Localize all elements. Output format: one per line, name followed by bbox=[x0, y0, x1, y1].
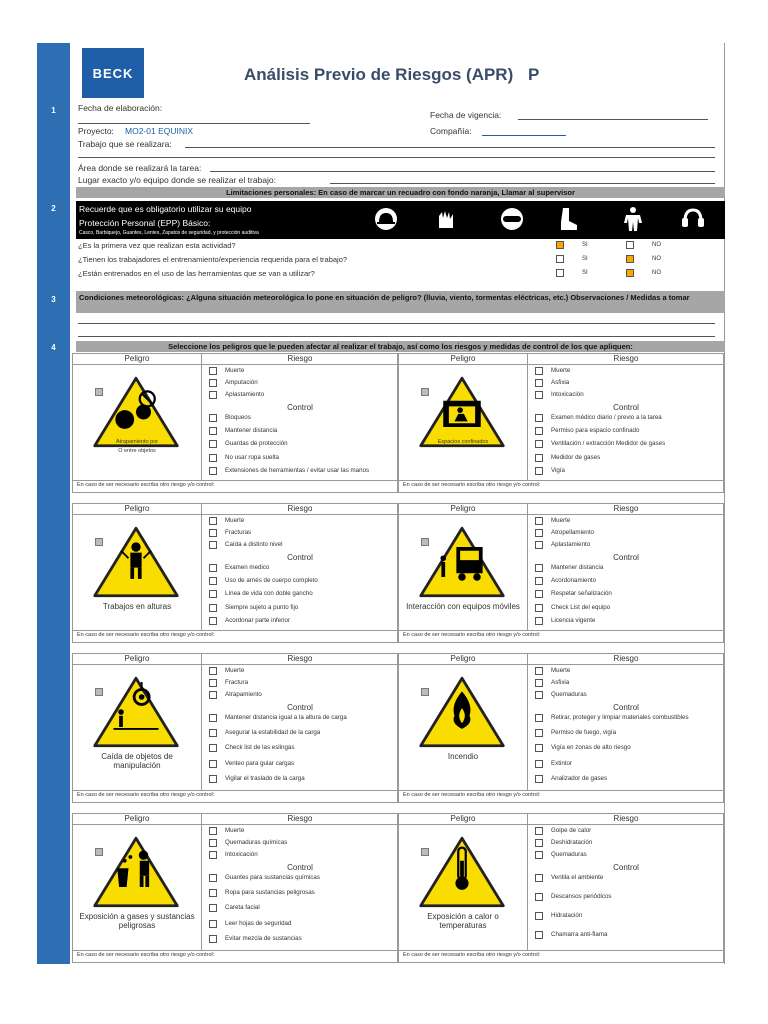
fecha-vigencia-label: Fecha de vigencia: bbox=[430, 110, 502, 120]
chemical-exposure-icon bbox=[91, 832, 181, 912]
question-2-no-label: NO bbox=[652, 256, 661, 262]
risk-checkbox[interactable] bbox=[209, 851, 217, 859]
control-checkbox[interactable] bbox=[209, 467, 217, 475]
height-work-icon bbox=[91, 522, 181, 602]
control-checkbox[interactable] bbox=[209, 714, 217, 722]
control-checkbox[interactable] bbox=[209, 577, 217, 585]
control-header: Control bbox=[613, 863, 639, 872]
control-checkbox[interactable] bbox=[535, 893, 543, 901]
header-divider bbox=[73, 824, 399, 825]
note-divider bbox=[73, 790, 399, 791]
hazard-label: Atrapamiento por O entre objetos bbox=[115, 439, 159, 454]
epp-title: Protección Personal (EPP) Básico: bbox=[79, 218, 211, 228]
company-logo bbox=[82, 48, 144, 98]
control-item: Respetar señalización bbox=[551, 590, 612, 598]
header-divider bbox=[399, 514, 725, 515]
risk-item: Golpe de calor bbox=[551, 827, 592, 834]
control-checkbox[interactable] bbox=[209, 920, 217, 928]
risk-item: Asfixia bbox=[551, 679, 570, 686]
control-checkbox[interactable] bbox=[535, 577, 543, 585]
section-number-1: 1 bbox=[51, 106, 56, 115]
control-checkbox[interactable] bbox=[535, 427, 543, 435]
hazard-panel bbox=[398, 503, 724, 643]
gloves-icon bbox=[436, 208, 460, 235]
risk-checkbox[interactable] bbox=[209, 367, 217, 375]
control-checkbox[interactable] bbox=[535, 590, 543, 598]
risk-item: Aplastamiento bbox=[551, 541, 591, 548]
compania-label: Compañía: bbox=[430, 126, 472, 136]
riesgo-header: Riesgo bbox=[613, 354, 639, 363]
control-header: Control bbox=[287, 553, 313, 562]
riesgo-header: Riesgo bbox=[287, 504, 313, 513]
note-divider bbox=[399, 480, 725, 481]
fecha-vigencia-field[interactable] bbox=[518, 119, 708, 120]
boots-icon bbox=[556, 206, 580, 237]
control-item: Analizador de gases bbox=[551, 774, 608, 782]
risk-checkbox[interactable] bbox=[209, 379, 217, 387]
epp-banner bbox=[76, 201, 725, 239]
control-item: Examen médico diario / previo a la tarea bbox=[551, 414, 662, 421]
hazard-label: Interacción con equipos móviles bbox=[406, 602, 520, 611]
heat-exposure-icon bbox=[417, 832, 507, 912]
control-item: Ropa para sustancias peligrosas bbox=[225, 889, 315, 897]
other-risk-note[interactable]: En caso de ser necesario escriba otro riesgo y/o control: bbox=[403, 792, 541, 798]
risk-item: Muerte bbox=[551, 367, 571, 374]
risk-checkbox[interactable] bbox=[209, 691, 217, 699]
fire-icon bbox=[417, 672, 507, 752]
peligro-header: Peligro bbox=[124, 654, 150, 663]
control-checkbox[interactable] bbox=[209, 760, 217, 768]
control-checkbox[interactable] bbox=[209, 904, 217, 912]
control-item: Vigía bbox=[551, 466, 565, 474]
proyecto-label: Proyecto: bbox=[78, 126, 114, 136]
riesgo-header: Riesgo bbox=[287, 354, 313, 363]
control-item: Guantes para sustancias químicas bbox=[225, 874, 320, 881]
risk-item: Atropellamiento bbox=[551, 529, 594, 536]
column-separator bbox=[201, 654, 202, 790]
control-item: Permiso para espacio confinado bbox=[551, 427, 640, 435]
riesgo-header: Riesgo bbox=[287, 654, 313, 663]
question-1-si-label: SI bbox=[582, 242, 588, 248]
control-checkbox[interactable] bbox=[535, 874, 543, 882]
risk-item: Muerte bbox=[551, 667, 571, 674]
question-1-no-checkbox[interactable] bbox=[626, 241, 634, 249]
control-checkbox[interactable] bbox=[209, 744, 217, 752]
epp-items: Casco, Barbiquejo, Guantes, Lentes, Zapatos de seguridad, y protección auditiva bbox=[79, 230, 259, 236]
other-risk-note[interactable]: En caso de ser necesario escriba otro riesgo y/o control: bbox=[77, 632, 215, 638]
hazard-panel bbox=[398, 353, 724, 493]
control-item: Careta facial bbox=[225, 904, 260, 912]
risk-checkbox[interactable] bbox=[535, 839, 543, 847]
question-3: ¿Están entrenados en el uso de las herramientas que se van a utilizar? bbox=[78, 269, 315, 278]
risk-checkbox[interactable] bbox=[535, 517, 543, 525]
risk-item: Muerte bbox=[551, 517, 571, 524]
control-checkbox[interactable] bbox=[535, 729, 543, 737]
control-checkbox[interactable] bbox=[209, 454, 217, 462]
column-separator bbox=[201, 354, 202, 480]
control-item: Descansos periódicos bbox=[551, 893, 612, 900]
risk-item: Quemaduras bbox=[551, 851, 587, 858]
other-risk-note[interactable]: En caso de ser necesario escriba otro riesgo y/o control: bbox=[403, 632, 541, 638]
risk-item: Quemaduras bbox=[551, 691, 587, 698]
hazard-panel bbox=[72, 653, 398, 803]
control-item: Permiso de fuego, vigía bbox=[551, 729, 617, 737]
control-item: Asegurar la estabilidad de la carga bbox=[225, 729, 321, 737]
control-item: Mantener distancia igual a la altura de carga bbox=[225, 714, 347, 721]
control-item: Línea de vida con doble gancho bbox=[225, 590, 313, 598]
risk-checkbox[interactable] bbox=[535, 827, 543, 835]
risk-item: Asfixia bbox=[551, 379, 570, 386]
control-item: Extensiones de herramientas / evitar usar las manos bbox=[225, 466, 370, 474]
helmet-icon bbox=[374, 207, 398, 236]
control-item: Hidratación bbox=[551, 912, 583, 919]
risk-item: Amputación bbox=[225, 379, 258, 386]
control-item: Check List del equipo bbox=[551, 603, 611, 611]
peligros-band: Seleccione los peligros que le pueden afectar al realizar el trabajo, así como los riesgos y medidas de control de los que apliquen: bbox=[76, 341, 725, 352]
control-item: Ventila el ambiente bbox=[551, 874, 604, 881]
question-3-no-checkbox[interactable] bbox=[626, 269, 634, 277]
hazard-label: Trabajos en alturas bbox=[102, 602, 172, 611]
header-divider bbox=[73, 514, 399, 515]
control-checkbox[interactable] bbox=[535, 604, 543, 612]
question-2-si-checkbox[interactable] bbox=[556, 255, 564, 263]
fecha-elaboracion-label: Fecha de elaboración: bbox=[78, 103, 163, 113]
question-3-si-checkbox[interactable] bbox=[556, 269, 564, 277]
control-item: Acordonar parte inferior bbox=[225, 616, 291, 624]
control-header: Control bbox=[613, 553, 639, 562]
control-checkbox[interactable] bbox=[209, 729, 217, 737]
control-item: Vigilar el traslado de la carga bbox=[225, 774, 305, 782]
observaciones-line-1[interactable] bbox=[78, 323, 715, 324]
lugar-label: Lugar exacto y/o equipo donde se realizar el trabajo: bbox=[78, 175, 276, 185]
control-item: Siempre sujeto a punto fijo bbox=[225, 603, 299, 611]
page-title bbox=[244, 65, 539, 85]
hazard-label: Exposición a calor o temperaturas bbox=[427, 912, 499, 930]
control-item: Acordonamiento bbox=[551, 577, 597, 585]
control-item: Mantener distancia bbox=[551, 564, 604, 571]
peligro-header: Peligro bbox=[124, 354, 150, 363]
control-item: Check list de las eslingas bbox=[225, 744, 295, 752]
header-divider bbox=[399, 664, 725, 665]
column-separator bbox=[527, 354, 528, 480]
question-3-no-label: NO bbox=[652, 270, 661, 276]
hazard-panel bbox=[72, 353, 398, 493]
trabajo-field-line2[interactable] bbox=[78, 157, 715, 158]
control-checkbox[interactable] bbox=[535, 467, 543, 475]
control-item: Uso de arnés de cuerpo completo bbox=[225, 577, 318, 585]
note-divider bbox=[73, 950, 399, 951]
risk-item: Atrapamiento bbox=[225, 691, 262, 698]
column-separator bbox=[527, 654, 528, 790]
risk-item: Intoxicación bbox=[225, 851, 258, 858]
observaciones-line-2[interactable] bbox=[78, 336, 715, 337]
question-1: ¿Es la primera vez que realizan esta actividad? bbox=[78, 241, 236, 250]
control-checkbox[interactable] bbox=[535, 454, 543, 462]
risk-item: Muerte bbox=[225, 367, 245, 374]
column-separator bbox=[527, 814, 528, 950]
control-checkbox[interactable] bbox=[535, 775, 543, 783]
earmuffs-icon bbox=[680, 207, 706, 236]
risk-checkbox[interactable] bbox=[209, 529, 217, 537]
note-divider bbox=[399, 790, 725, 791]
control-checkbox[interactable] bbox=[209, 590, 217, 598]
control-item: Medidor de gases bbox=[551, 453, 601, 461]
control-checkbox[interactable] bbox=[535, 414, 543, 422]
riesgo-header: Riesgo bbox=[287, 814, 313, 823]
risk-item: Intoxicación bbox=[551, 391, 584, 398]
hazard-panel bbox=[398, 653, 724, 803]
risk-checkbox[interactable] bbox=[209, 517, 217, 525]
question-3-si-label: SI bbox=[582, 270, 588, 276]
hazard-panel bbox=[72, 813, 398, 963]
control-checkbox[interactable] bbox=[209, 889, 217, 897]
other-risk-note[interactable]: En caso de ser necesario escriba otro riesgo y/o control: bbox=[403, 482, 541, 488]
limitaciones-band: Limitaciones personales: En caso de marcar un recuadro con fondo naranja, Llamar al supervisor bbox=[76, 187, 725, 198]
peligro-header: Peligro bbox=[124, 504, 150, 513]
trabajo-field[interactable] bbox=[185, 147, 715, 148]
note-divider bbox=[399, 950, 725, 951]
peligro-header: Peligro bbox=[450, 354, 476, 363]
risk-checkbox[interactable] bbox=[535, 691, 543, 699]
control-item: Retirar, proteger y limpiar materiales combustibles bbox=[551, 714, 689, 721]
control-checkbox[interactable] bbox=[535, 564, 543, 572]
control-checkbox[interactable] bbox=[535, 760, 543, 768]
control-checkbox[interactable] bbox=[209, 775, 217, 783]
risk-checkbox[interactable] bbox=[535, 541, 543, 549]
mobile-equipment-icon bbox=[417, 522, 507, 602]
control-item: Licencia vigente bbox=[551, 616, 596, 624]
control-checkbox[interactable] bbox=[535, 744, 543, 752]
risk-item: Muerte bbox=[225, 667, 245, 674]
area-field[interactable] bbox=[210, 171, 715, 172]
control-header: Control bbox=[613, 703, 639, 712]
form-body bbox=[70, 43, 725, 964]
fecha-elaboracion-field[interactable] bbox=[78, 123, 310, 124]
control-item: Bloqueos bbox=[225, 414, 251, 421]
risk-checkbox[interactable] bbox=[535, 667, 543, 675]
peligro-header: Peligro bbox=[124, 814, 150, 823]
hazard-label: Espacios confinados bbox=[437, 439, 489, 445]
control-item: Ventilación / extracción Medidor de gases bbox=[551, 440, 666, 448]
coverall-icon bbox=[621, 206, 645, 237]
column-separator bbox=[201, 814, 202, 950]
control-checkbox[interactable] bbox=[209, 564, 217, 572]
peligro-header: Peligro bbox=[450, 814, 476, 823]
section-sidebar bbox=[37, 43, 70, 964]
section-number-4: 4 bbox=[51, 343, 56, 352]
risk-item: Aplastamiento bbox=[225, 391, 265, 398]
risk-item: Muerte bbox=[225, 517, 245, 524]
risk-item: Fractura bbox=[225, 679, 249, 686]
note-divider bbox=[73, 480, 399, 481]
control-item: Mantener distancia bbox=[225, 427, 278, 435]
header-divider bbox=[399, 824, 725, 825]
control-checkbox[interactable] bbox=[209, 935, 217, 943]
control-header: Control bbox=[287, 403, 313, 412]
risk-checkbox[interactable] bbox=[209, 679, 217, 687]
page-title-suffix: P bbox=[527, 65, 540, 84]
meteorologia-band: Condiciones meteorológicas: ¿Alguna situación meteorológica lo pone en situación de peligro? (lluvia, viento, tormentas eléctricas, etc.) Observaciones / Medidas a tomar bbox=[76, 291, 725, 313]
control-header: Control bbox=[287, 863, 313, 872]
risk-item: Fracturas bbox=[225, 529, 252, 536]
control-item: Evitar mezcla de sustancias bbox=[225, 934, 302, 942]
peligro-header: Peligro bbox=[450, 504, 476, 513]
risk-item: Muerte bbox=[225, 827, 245, 834]
question-1-no-label: NO bbox=[652, 242, 661, 248]
control-item: Examen medico bbox=[225, 564, 270, 571]
other-risk-note[interactable]: En caso de ser necesario escriba otro riesgo y/o control: bbox=[77, 952, 215, 958]
lugar-field[interactable] bbox=[330, 183, 715, 184]
note-divider bbox=[73, 630, 399, 631]
hazard-label: Incendio bbox=[447, 752, 479, 761]
question-1-si-checkbox[interactable] bbox=[556, 241, 564, 249]
column-separator bbox=[201, 504, 202, 630]
other-risk-note[interactable]: En caso de ser necesario escriba otro riesgo y/o control: bbox=[403, 952, 541, 958]
control-checkbox[interactable] bbox=[535, 440, 543, 448]
risk-checkbox[interactable] bbox=[535, 367, 543, 375]
risk-checkbox[interactable] bbox=[535, 391, 543, 399]
question-2: ¿Tienen los trabajadores el entrenamiento/experiencia requerida para el trabajo? bbox=[78, 255, 348, 264]
logo-text: BECK bbox=[92, 65, 134, 81]
falling-object-icon bbox=[91, 672, 181, 752]
question-2-si-label: SI bbox=[582, 256, 588, 262]
page-title-text: Análisis Previo de Riesgos (APR) bbox=[244, 65, 514, 84]
header-divider bbox=[73, 364, 399, 365]
other-risk-note[interactable]: En caso de ser necesario escriba otro riesgo y/o control: bbox=[77, 792, 215, 798]
question-2-no-checkbox[interactable] bbox=[626, 255, 634, 263]
hazard-panel bbox=[398, 813, 724, 963]
control-checkbox[interactable] bbox=[209, 427, 217, 435]
trabajo-label: Trabajo que se realizara: bbox=[78, 139, 172, 149]
control-checkbox[interactable] bbox=[209, 414, 217, 422]
control-header: Control bbox=[287, 703, 313, 712]
risk-checkbox[interactable] bbox=[209, 391, 217, 399]
risk-checkbox[interactable] bbox=[535, 851, 543, 859]
control-item: Chamarra anti-flama bbox=[551, 931, 608, 938]
risk-item: Quemaduras químicas bbox=[225, 839, 288, 846]
control-item: Venteo para guiar cargas bbox=[225, 759, 295, 767]
hazard-label: Caída de objetos de manipulación bbox=[101, 752, 173, 770]
risk-checkbox[interactable] bbox=[209, 541, 217, 549]
control-checkbox[interactable] bbox=[209, 617, 217, 625]
other-risk-note[interactable]: En caso de ser necesario escriba otro riesgo y/o control: bbox=[77, 482, 215, 488]
note-divider bbox=[399, 630, 725, 631]
risk-checkbox[interactable] bbox=[209, 839, 217, 847]
hazard-panel bbox=[72, 503, 398, 643]
control-item: Extintor bbox=[551, 759, 572, 767]
control-checkbox[interactable] bbox=[535, 931, 543, 939]
riesgo-header: Riesgo bbox=[613, 814, 639, 823]
epp-reminder: Recuerde que es obligatorio utilizar su equipo bbox=[79, 204, 252, 214]
risk-item: Deshidratación bbox=[551, 839, 593, 846]
proyecto-value[interactable]: MO2-01 EQUINIX bbox=[125, 126, 194, 136]
risk-checkbox[interactable] bbox=[535, 529, 543, 537]
risk-checkbox[interactable] bbox=[535, 679, 543, 687]
control-item: Guardas de protección bbox=[225, 440, 288, 448]
goggles-icon bbox=[500, 207, 524, 236]
control-item: Leer hojas de seguridad bbox=[225, 919, 292, 927]
column-separator bbox=[527, 504, 528, 630]
control-item: No usar ropa suelta bbox=[225, 453, 279, 461]
control-checkbox[interactable] bbox=[209, 440, 217, 448]
risk-checkbox[interactable] bbox=[535, 379, 543, 387]
area-label: Área donde se realizará la tarea: bbox=[78, 163, 202, 173]
section-number-3: 3 bbox=[51, 295, 56, 304]
control-item: Vigía en zonas de alto riesgo bbox=[551, 744, 631, 752]
control-checkbox[interactable] bbox=[535, 912, 543, 920]
control-checkbox[interactable] bbox=[535, 617, 543, 625]
control-checkbox[interactable] bbox=[209, 604, 217, 612]
risk-checkbox[interactable] bbox=[209, 827, 217, 835]
control-checkbox[interactable] bbox=[535, 714, 543, 722]
risk-item: Caída a distinto nivel bbox=[225, 541, 283, 548]
riesgo-header: Riesgo bbox=[613, 504, 639, 513]
header-divider bbox=[399, 364, 725, 365]
hazard-grid bbox=[70, 353, 725, 964]
compania-field[interactable] bbox=[482, 135, 566, 136]
header-divider bbox=[73, 664, 399, 665]
control-checkbox[interactable] bbox=[209, 874, 217, 882]
control-header: Control bbox=[613, 403, 639, 412]
riesgo-header: Riesgo bbox=[613, 654, 639, 663]
peligro-header: Peligro bbox=[450, 654, 476, 663]
section-number-2: 2 bbox=[51, 204, 56, 213]
hazard-label: Exposición a gases y sustancias peligrosas bbox=[79, 912, 195, 930]
risk-checkbox[interactable] bbox=[209, 667, 217, 675]
